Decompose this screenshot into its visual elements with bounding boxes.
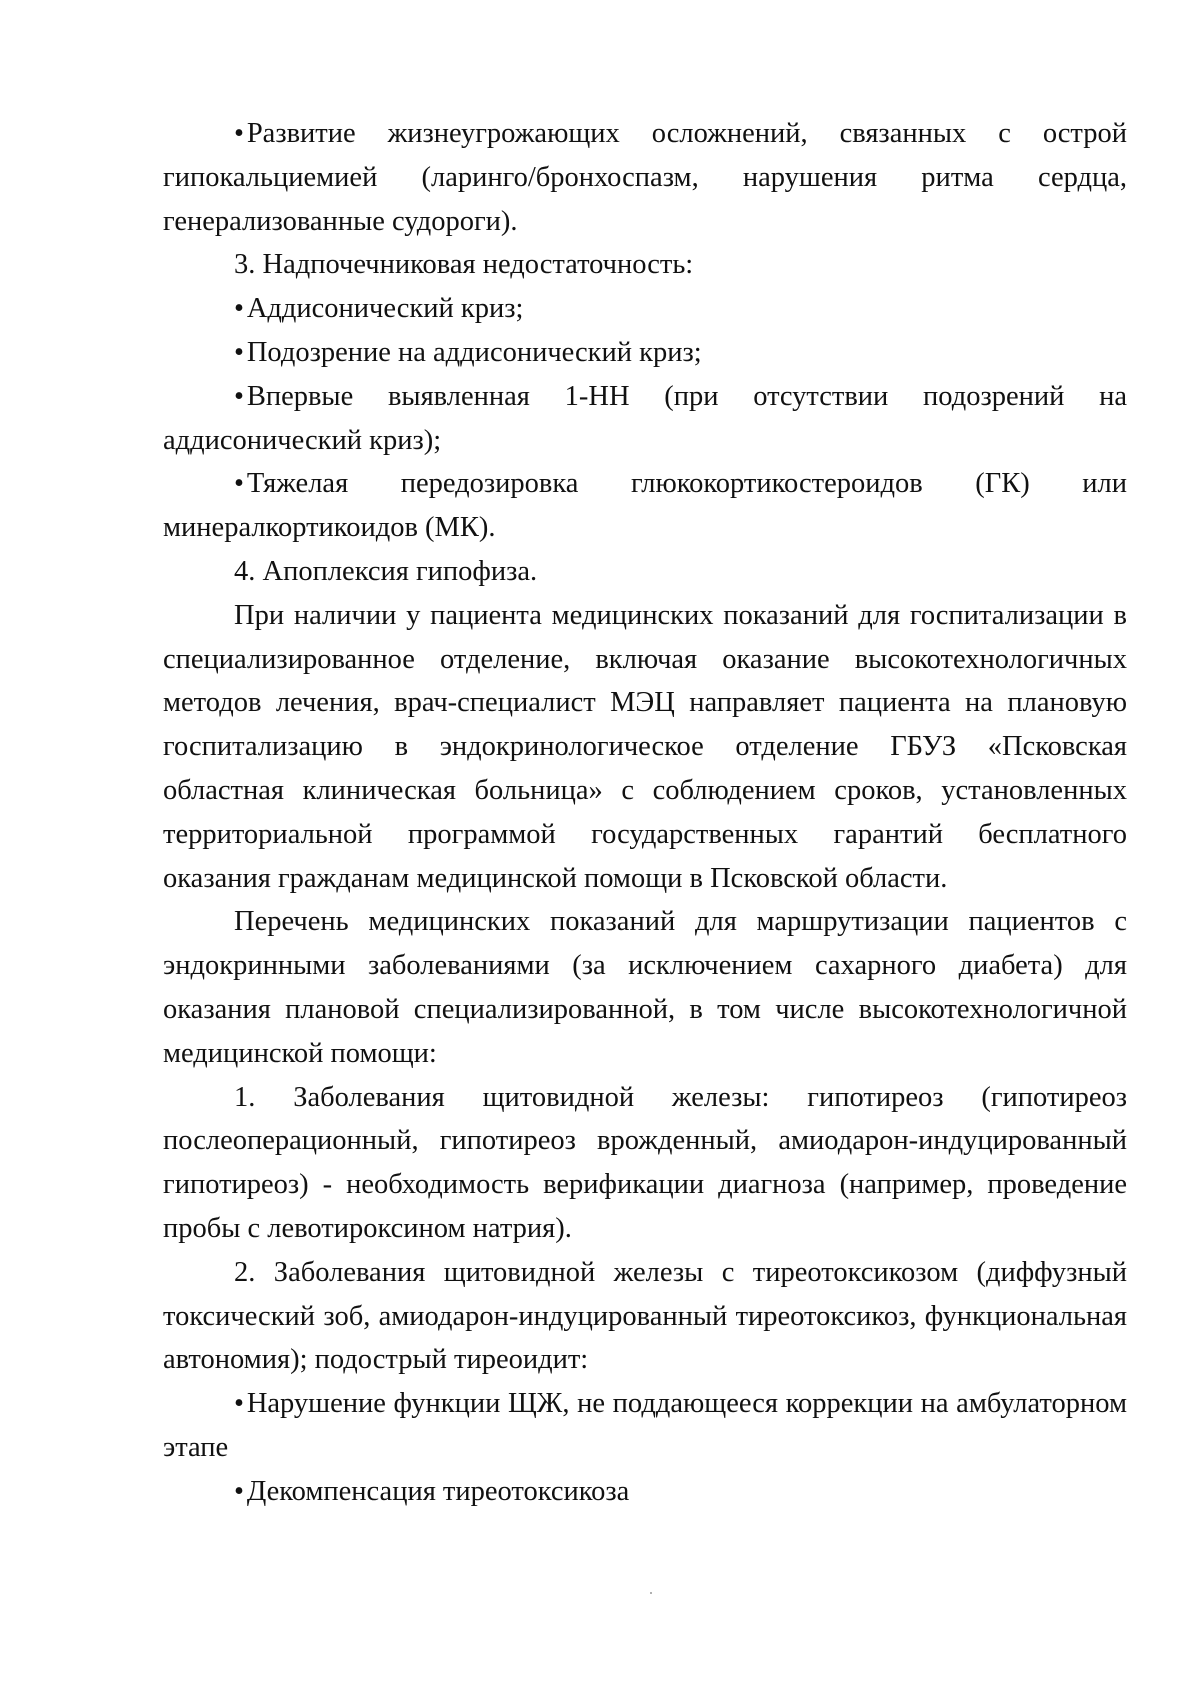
document-body (163, 112, 1127, 1514)
bullet-glyph: • (234, 1475, 244, 1507)
bullet-paragraph (163, 1382, 1127, 1470)
numbered-heading (163, 243, 1127, 287)
bullet-paragraph (163, 1470, 1127, 1514)
numbered-paragraph (163, 1251, 1127, 1382)
paragraph-text: Нарушение функции ЩЖ, не поддающееся коррекции на амбулаторном этапе (163, 1388, 1127, 1463)
bullet-paragraph (163, 331, 1127, 375)
paragraph-text: 1. Заболевания щитовидной железы: гипотиреоз (гипотиреоз послеоперационный, гипотиреоз врожденный, амиодарон-индуцированный гипотиреоз) - необходимость верификации диагноза (например, проведение пробы с левотироксином натрия). (163, 1081, 1127, 1244)
paragraph-text: 3. Надпочечниковая недостаточность: (234, 249, 694, 281)
paragraph-text: Впервые выявленная 1-НН (при отсутствии подозрений на аддисонический криз); (163, 380, 1127, 456)
paragraph-text: Тяжелая передозировка глюкокортикостероидов (ГК) или минералкортикоидов (МК). (163, 468, 1127, 544)
paragraph-text: Аддисонический криз; (246, 293, 524, 325)
bullet-glyph: • (234, 293, 244, 325)
paragraph-text: 2. Заболевания щитовидной железы с тиреотоксикозом (диффузный токсический зоб, амиодарон-индуцированный тиреотоксикоз, функциональная автономия); подострый тиреоидит: (163, 1256, 1127, 1376)
bullet-glyph: • (234, 468, 244, 500)
bullet-paragraph (163, 462, 1127, 550)
numbered-paragraph (163, 1076, 1127, 1251)
bullet-glyph: • (234, 118, 244, 149)
bullet-paragraph (163, 375, 1127, 463)
paragraph-text: Подозрение на аддисонический криз; (246, 336, 702, 368)
bullet-glyph: • (234, 380, 244, 412)
body-paragraph (163, 594, 1127, 901)
scan-speck (650, 1592, 652, 1594)
paragraph-text: 4. Апоплексия гипофиза. (234, 555, 538, 587)
bullet-glyph: • (234, 336, 244, 368)
paragraph-text: При наличии у пациента медицинских показаний для госпитализации в специализированное отделение, включая оказание высокотехнологичных методов лечения, врач-специалист МЭЦ направляет пациента на плановую госпитализацию в эндокринологическое отделение ГБУЗ «Псковская областная клиническая больница» с соблюдением сроков, установленных территориальной программой государственных гарантий бесплатного оказания гражданам медицинской помощи в Псковской области. (163, 599, 1127, 894)
bullet-paragraph (163, 112, 1127, 243)
paragraph-text: Развитие жизнеугрожающих осложнений, связанных с острой гипокальциемией (ларинго/бронхоспазм, нарушения ритма сердца, генерализованные судороги). (163, 118, 1127, 237)
paragraph-text: Декомпенсация тиреотоксикоза (246, 1475, 630, 1507)
body-paragraph (163, 900, 1127, 1075)
numbered-heading (163, 550, 1127, 594)
bullet-paragraph (163, 287, 1127, 331)
bullet-glyph: • (234, 1388, 244, 1420)
paragraph-text: Перечень медицинских показаний для маршрутизации пациентов с эндокринными заболеваниями (за исключением сахарного диабета) для оказания плановой специализированной, в том числе высокотехнологичной медицинской помощи: (163, 906, 1127, 1069)
